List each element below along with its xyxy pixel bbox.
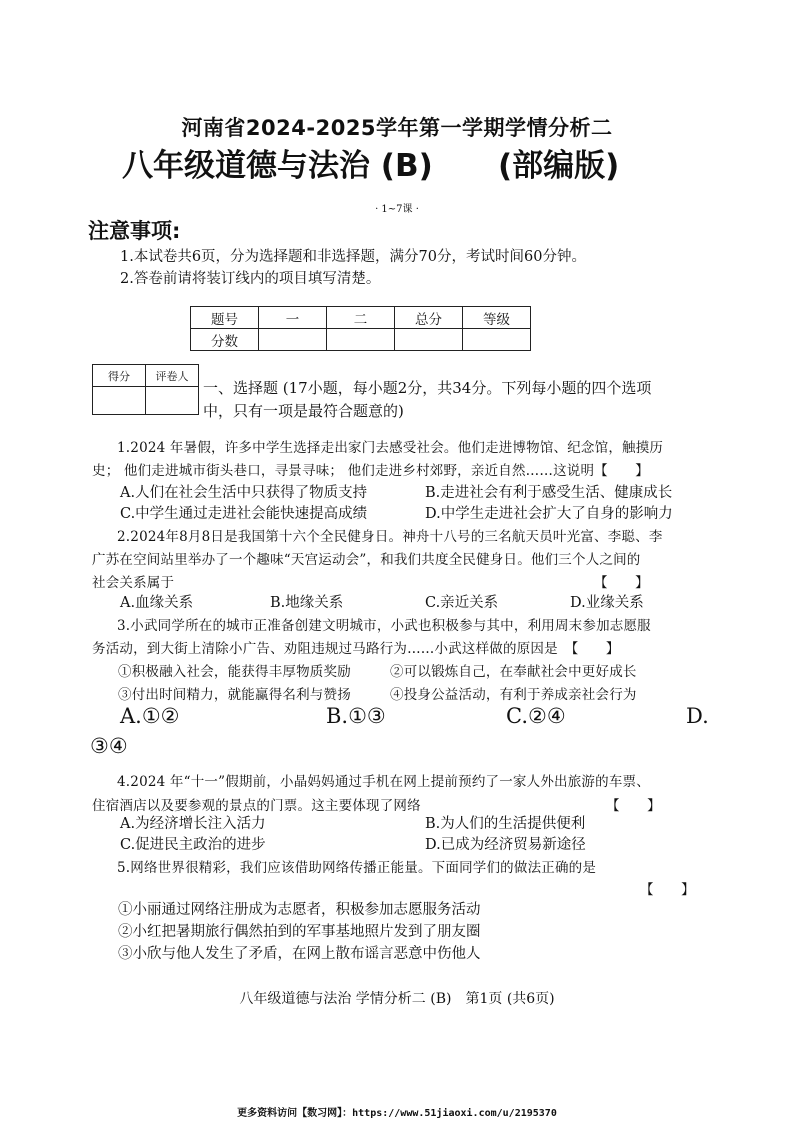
question-4-answer-bracket: 【 】 bbox=[606, 798, 661, 814]
question-3-statement-4: ④投身公益活动，有利于养成亲社会行为 bbox=[390, 687, 637, 703]
question-3-stem-cont: 务活动，到大街上清除小广告、劝阻违规过马路行为……小武这样做的原因是 【 】 bbox=[92, 641, 620, 657]
score-table bbox=[190, 306, 531, 351]
score-header: 一 bbox=[259, 307, 327, 329]
question-4-option-a: A.为经济增长注入活力 bbox=[120, 816, 266, 832]
question-5-answer-bracket: 【 】 bbox=[640, 882, 695, 898]
grader-score-label: 得分 bbox=[93, 365, 146, 387]
score-cell bbox=[259, 329, 327, 351]
grader-name-cell bbox=[146, 387, 199, 415]
notice-heading: 注意事项: bbox=[88, 219, 181, 243]
question-3-statement-1: ①积极融入社会，能获得丰厚物质奖励 bbox=[118, 664, 351, 680]
resource-link[interactable]: 更多资料访问【数习网】：https://www.51jiaoxi.com/u/2195370 bbox=[237, 1108, 557, 1119]
question-5-statement-1: ①小丽通过网络注册成为志愿者，积极参加志愿服务活动 bbox=[118, 902, 481, 918]
question-4-stem-cont: 住宿酒店以及要参观的景点的门票。这主要体现了网络 bbox=[92, 798, 421, 814]
score-header: 等级 bbox=[463, 307, 531, 329]
exam-title-edition: (部编版) bbox=[498, 148, 620, 184]
question-3-option-d: D. bbox=[686, 704, 709, 728]
question-4-stem: 4.2024 年“十一”假期前，小晶妈妈通过手机在网上提前预约了一家人外出旅游的车票、 bbox=[117, 774, 650, 790]
question-1-stem: 1.2024 年暑假，许多中学生选择走出家门去感受社会。他们走进博物馆、纪念馆，触摸历 bbox=[117, 440, 664, 456]
page-footer: 八年级道德与法治 学情分析二 (B) 第1页 (共6页) bbox=[239, 991, 555, 1007]
grader-score-cell bbox=[93, 387, 146, 415]
question-5-statement-3: ③小欣与他人发生了矛盾，在网上散布谣言恶意中伤他人 bbox=[118, 946, 481, 962]
question-3-stem: 3.小武同学所在的城市正准备创建文明城市，小武也积极参与其中，利用周末参加志愿服 bbox=[117, 618, 651, 634]
question-2-stem-end: 社会关系属于 bbox=[92, 575, 175, 591]
grader-box bbox=[92, 364, 199, 415]
question-4-option-d: D.已成为经济贸易新途径 bbox=[425, 837, 586, 853]
question-1-stem-cont: 史； 他们走进城市街头巷口，寻景寻味； 他们走进乡村郊野，亲近自然……这说明【 】 bbox=[92, 463, 649, 479]
question-2-stem-cont: 广苏在空间站里举办了一个趣味“天宫运动会”，和我们共度全民健身日。他们三个人之间的 bbox=[92, 552, 641, 568]
question-4-option-b: B.为人们的生活提供便利 bbox=[425, 816, 586, 832]
score-cell bbox=[327, 329, 395, 351]
question-5-statement-2: ②小红把暑期旅行偶然拍到的军事基地照片发到了朋友圈 bbox=[118, 924, 481, 940]
question-2-option-a: A.血缘关系 bbox=[120, 595, 194, 611]
section-heading: 一、选择题 (17小题，每小题2分，共34分。下列每小题的四个选项 bbox=[203, 379, 652, 397]
question-2-answer-bracket: 【 】 bbox=[594, 575, 649, 591]
score-header: 二 bbox=[327, 307, 395, 329]
question-3-statement-2: ②可以锻炼自己，在奉献社会中更好成长 bbox=[390, 664, 637, 680]
question-1-option-c: C.中学生通过走进社会能快速提高成绩 bbox=[120, 506, 368, 522]
notice-item: 2.答卷前请将装订线内的项目填写清楚。 bbox=[120, 271, 381, 287]
question-2-stem: 2.2024年8月8日是我国第十六个全民健身日。神舟十八号的三名航天员叶光富、李聪、李 bbox=[117, 529, 663, 545]
question-3-option-d-value: ③④ bbox=[90, 734, 128, 758]
score-header: 题号 bbox=[191, 307, 259, 329]
score-cell bbox=[395, 329, 463, 351]
question-1-option-b: B.走进社会有利于感受生活、健康成长 bbox=[425, 485, 673, 501]
exam-title-line1: 河南省2024-2025学年第一学期学情分析二 bbox=[181, 116, 613, 140]
lesson-scope: · 1~7课 · bbox=[375, 204, 419, 215]
question-1-option-d: D.中学生走进社会扩大了自身的影响力 bbox=[425, 506, 673, 522]
question-2-option-d: D.业缘关系 bbox=[570, 595, 644, 611]
question-3-option-b: B.①③ bbox=[326, 704, 386, 728]
score-row-label: 分数 bbox=[191, 329, 259, 351]
exam-title-subject: 八年级道德与法治 (B) bbox=[122, 148, 433, 184]
grader-name-label: 评卷人 bbox=[146, 365, 199, 387]
section-heading-cont: 中，只有一项是最符合题意的) bbox=[203, 402, 404, 420]
question-2-option-c: C.亲近关系 bbox=[425, 595, 499, 611]
question-1-option-a: A.人们在社会生活中只获得了物质支持 bbox=[120, 485, 368, 501]
question-5-stem: 5.网络世界很精彩，我们应该借助网络传播正能量。下面同学们的做法正确的是 bbox=[117, 860, 597, 876]
question-2-option-b: B.地缘关系 bbox=[270, 595, 344, 611]
notice-item: 1.本试卷共6页，分为选择题和非选择题，满分70分，考试时间60分钟。 bbox=[120, 249, 586, 265]
question-4-option-c: C.促进民主政治的进步 bbox=[120, 837, 266, 853]
question-3-option-c: C.②④ bbox=[506, 704, 566, 728]
question-3-option-a: A.①② bbox=[120, 704, 180, 728]
question-3-statement-3: ③付出时间精力，就能赢得名利与赞扬 bbox=[118, 687, 351, 703]
score-cell bbox=[463, 329, 531, 351]
score-header: 总分 bbox=[395, 307, 463, 329]
